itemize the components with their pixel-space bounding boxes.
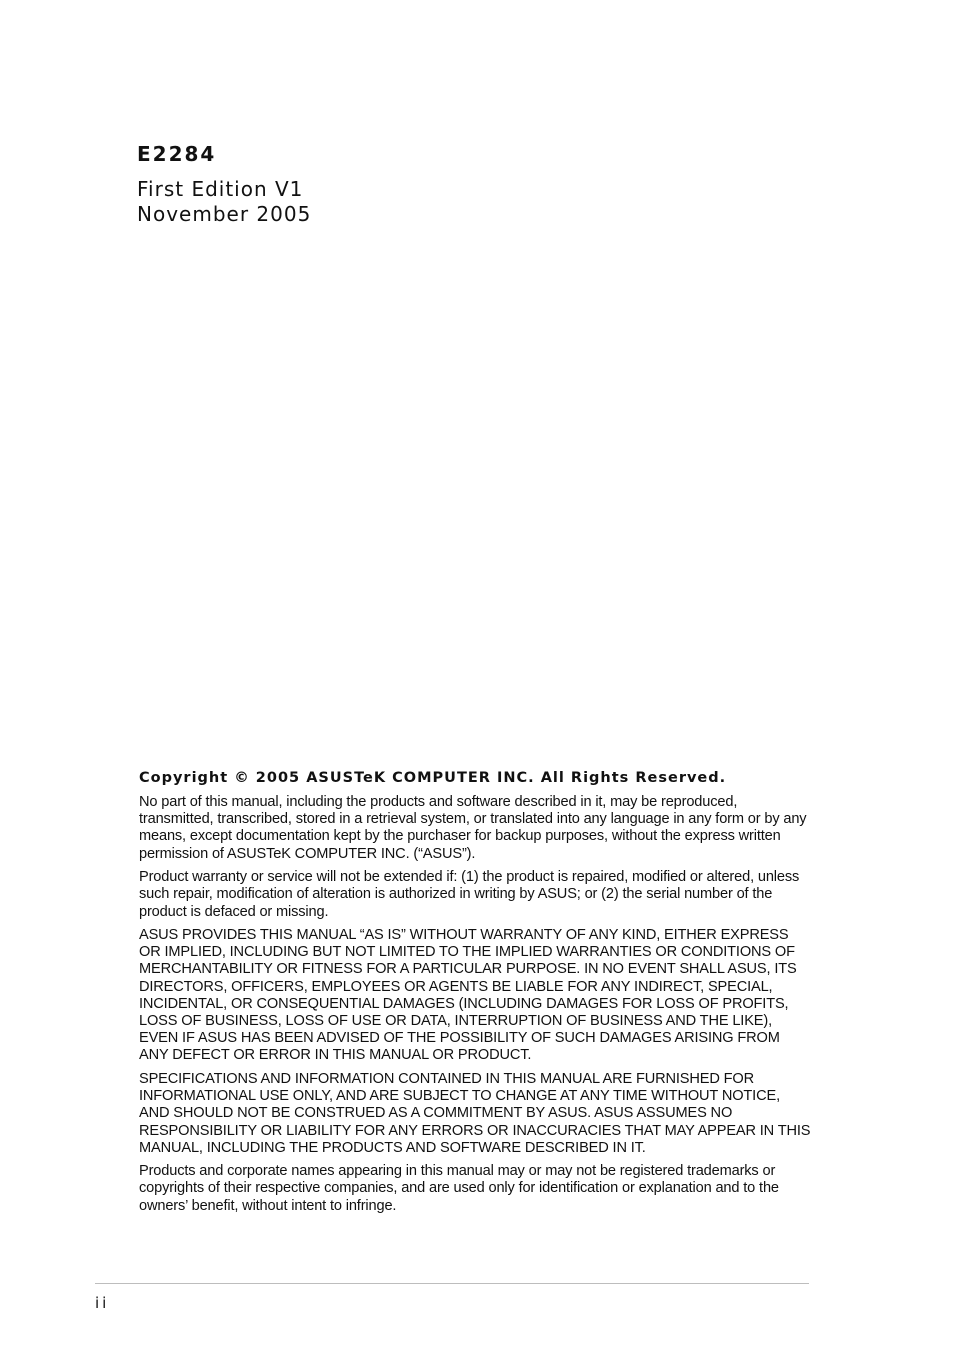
copyright-paragraph-warranty: Product warranty or service will not be extended if: (1) the product is repaired, modified or altered, unless such repair, modification of alteration is authorized in writing by ASUS; or (2) the serial number of the product is defaced or missing. [139,869,800,920]
edition-label: First Edition V1 [137,177,304,201]
copyright-paragraph-disclaimer: ASUS PROVIDES THIS MANUAL “AS IS” WITHOUT WARRANTY OF ANY KIND, EITHER EXPRESS OR IMPLIED, INCLUDING BUT NOT LIMITED TO THE IMPLIED WARRANTIES OR CONDITIONS OF MERCHANTABILITY OR FITNESS FOR A PARTICULAR PURPOSE. IN NO EVENT SHALL ASUS, ITS DIRECTORS, OFFICERS, EMPLOYEES OR AGENTS BE LIABLE FOR ANY INDIRECT, SPECIAL, INCIDENTAL, OR CONSEQUENTIAL DAMAGES (INCLUDING DAMAGES FOR LOSS OF PROFITS, LOSS OF BUSINESS, LOSS OF USE OR DATA, INTERRUPTION OF BUSINESS AND THE LIKE), EVEN IF ASUS HAS BEEN ADVISED OF THE POSSIBILITY OF SUCH DAMAGES ARISING FROM ANY DEFECT OR ERROR IN THIS MANUAL OR PRODUCT. [139,927,797,1064]
copyright-heading: Copyright © 2005 ASUSTeK COMPUTER INC. All Rights Reserved. [139,770,727,786]
document-id: E2284 [137,142,217,166]
copyright-paragraph-reproduction: No part of this manual, including the products and software described in it, may be reproduced, transmitted, transcribed, stored in a retrieval system, or translated into any language in any form or by any means, except documentation kept by the purchaser for backup purposes, without the express written permission of ASUSTeK COMPUTER INC. (“ASUS”). [139,794,807,862]
copyright-paragraph-trademarks: Products and corporate names appearing in this manual may or may not be registered trademarks or copyrights of their respective companies, and are used only for identification or explanation and to the owners’ benefit, without intent to infringe. [139,1163,779,1214]
edition-date: November 2005 [137,202,312,226]
copyright-section [139,768,811,1221]
edition-block [137,177,311,227]
copyright-paragraph-specifications: SPECIFICATIONS AND INFORMATION CONTAINED IN THIS MANUAL ARE FURNISHED FOR INFORMATIONAL USE ONLY, AND ARE SUBJECT TO CHANGE AT ANY TIME WITHOUT NOTICE, AND SHOULD NOT BE CONSTRUED AS A COMMITMENT BY ASUS. ASUS ASSUMES NO RESPONSIBILITY OR LIABILITY FOR ANY ERRORS OR INACCURACIES THAT MAY APPEAR IN THIS MANUAL, INCLUDING THE PRODUCTS AND SOFTWARE DESCRIBED IN IT. [139,1070,811,1156]
footer-divider [95,1283,809,1284]
page-number: ii [95,1294,110,1312]
